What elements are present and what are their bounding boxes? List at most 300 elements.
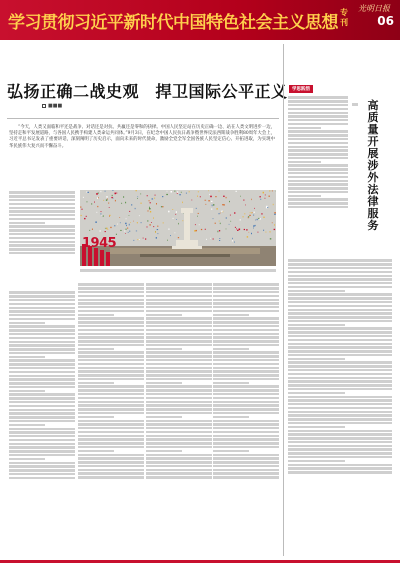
text-line [78, 427, 144, 429]
text-line [146, 363, 212, 365]
text-line [288, 445, 392, 447]
confetti-piece [258, 232, 259, 233]
confetti-piece [272, 222, 273, 223]
text-line [213, 378, 279, 380]
text-line [288, 373, 392, 375]
confetti-piece [251, 212, 252, 213]
text-line [288, 138, 348, 140]
text-line [288, 422, 392, 424]
text-line [213, 321, 279, 323]
text-line [80, 269, 276, 271]
text-line [9, 443, 75, 445]
confetti-piece [107, 229, 108, 230]
confetti-piece [198, 213, 199, 214]
text-line [213, 476, 279, 478]
text-line [78, 370, 144, 372]
text-line [9, 314, 75, 316]
text-line [288, 275, 392, 277]
confetti-piece [197, 216, 198, 217]
confetti-piece [86, 192, 88, 193]
text-line [146, 397, 212, 399]
confetti-piece [87, 192, 89, 193]
confetti-piece [237, 230, 238, 231]
confetti-piece [244, 199, 245, 200]
text-line [288, 305, 392, 307]
confetti-piece [168, 211, 169, 213]
confetti-piece [197, 196, 198, 197]
confetti-piece [171, 191, 173, 193]
text-line [146, 389, 212, 391]
text-line [9, 454, 75, 456]
text-line [146, 302, 212, 304]
text-line [288, 464, 392, 466]
confetti-piece [178, 223, 179, 225]
text-line [213, 457, 279, 459]
text-line [213, 374, 279, 376]
confetti-piece [109, 215, 110, 216]
text-line [288, 388, 392, 390]
text-line [9, 424, 45, 426]
text-line [213, 465, 279, 467]
footer-rule [0, 560, 400, 563]
confetti-piece [147, 226, 148, 228]
confetti-piece [106, 196, 107, 197]
confetti-piece [208, 200, 209, 201]
text-line [213, 438, 279, 440]
text-line [78, 367, 144, 369]
confetti-piece [153, 226, 154, 227]
text-line [213, 472, 279, 474]
confetti-piece [105, 231, 107, 232]
text-line [78, 382, 114, 384]
confetti-piece [210, 196, 212, 198]
text-line [78, 389, 144, 391]
text-line [288, 350, 392, 352]
text-line [288, 180, 348, 182]
confetti-piece [200, 196, 201, 197]
text-line [213, 325, 279, 327]
confetti-piece [234, 212, 235, 213]
text-line [213, 420, 279, 422]
text-line [213, 412, 279, 414]
confetti-piece [229, 201, 230, 202]
confetti-piece [210, 238, 211, 239]
confetti-piece [167, 240, 168, 241]
text-line [288, 414, 392, 416]
text-line [78, 476, 144, 478]
text-line [78, 446, 144, 448]
text-column-1 [9, 190, 75, 282]
text-line [288, 365, 392, 367]
confetti-piece [213, 204, 214, 205]
confetti-piece [254, 208, 255, 209]
text-line [78, 397, 144, 399]
confetti-piece [141, 222, 142, 223]
text-line [78, 423, 144, 425]
confetti-piece [139, 239, 140, 240]
text-line [9, 203, 75, 205]
confetti-piece [270, 238, 272, 239]
confetti-piece [229, 224, 230, 225]
text-line [9, 333, 75, 335]
confetti-piece [248, 217, 249, 218]
confetti-piece [136, 190, 137, 191]
text-line [9, 431, 75, 433]
text-line [9, 367, 75, 369]
confetti-piece [116, 193, 118, 194]
text-line [213, 287, 279, 289]
confetti-piece [136, 231, 137, 232]
text-line [146, 446, 212, 448]
text-line [146, 348, 182, 350]
text-line [78, 314, 114, 316]
confetti-piece [172, 209, 173, 210]
text-line [288, 282, 392, 284]
text-line [213, 446, 279, 448]
text-line [9, 199, 75, 201]
confetti-piece [213, 218, 214, 219]
text-line [146, 450, 182, 452]
confetti-piece [265, 232, 266, 233]
confetti-piece [97, 206, 98, 207]
confetti-piece [119, 217, 120, 218]
text-line [288, 369, 392, 371]
confetti-piece [265, 195, 266, 196]
text-line [9, 420, 75, 422]
text-line [9, 344, 75, 346]
text-line [213, 442, 279, 444]
confetti-piece [172, 218, 173, 219]
text-line [288, 433, 392, 435]
text-line [9, 428, 75, 430]
confetti-piece [195, 224, 196, 225]
photo-caption [80, 268, 276, 273]
text-line [213, 370, 279, 372]
sidebar-column-a [288, 95, 348, 255]
text-line [78, 393, 144, 395]
confetti-piece [161, 206, 162, 207]
text-line [213, 344, 279, 346]
confetti-piece [192, 200, 193, 201]
confetti-piece [157, 226, 158, 227]
text-line [146, 431, 212, 433]
confetti-piece [163, 222, 164, 223]
text-line [288, 448, 392, 450]
confetti-piece [218, 213, 219, 214]
text-line [288, 172, 348, 174]
newspaper-logo: 光明日报 [358, 4, 390, 13]
confetti-piece [259, 218, 261, 219]
confetti-piece [176, 219, 177, 220]
confetti-piece [266, 207, 267, 208]
confetti-piece [253, 215, 254, 216]
confetti-piece [109, 216, 110, 217]
confetti-piece [263, 217, 264, 218]
confetti-piece [84, 218, 85, 219]
text-line [78, 465, 144, 467]
confetti-piece [247, 236, 248, 237]
confetti-piece [274, 229, 276, 230]
confetti-piece [147, 220, 148, 222]
confetti-piece [253, 228, 254, 229]
text-line [146, 336, 212, 338]
text-line [146, 404, 212, 406]
confetti-piece [125, 223, 127, 225]
confetti-piece [219, 240, 220, 241]
confetti-piece [89, 230, 90, 231]
confetti-piece [155, 195, 156, 196]
confetti-piece [129, 224, 130, 226]
text-line [213, 401, 279, 403]
confetti-piece [141, 203, 142, 204]
confetti-piece [116, 234, 117, 235]
text-line [288, 123, 348, 125]
text-line [9, 477, 75, 479]
text-line [213, 299, 279, 301]
text-line [146, 283, 212, 285]
text-line [146, 472, 212, 474]
text-line [288, 343, 392, 345]
confetti-piece [96, 193, 98, 195]
article-headline: 弘扬正确二战史观 捍卫国际公平正义 [7, 82, 288, 101]
text-line [288, 286, 392, 288]
text-line [78, 435, 144, 437]
confetti-piece [181, 192, 182, 193]
confetti-piece [126, 225, 127, 226]
banner-special-label: 专刊 [340, 8, 348, 27]
text-line [146, 465, 212, 467]
confetti-piece [97, 197, 98, 199]
text-line [146, 427, 212, 429]
confetti-piece [274, 212, 276, 213]
confetti-piece [177, 192, 178, 193]
text-line [9, 244, 75, 246]
text-line [9, 307, 75, 309]
text-line [288, 278, 392, 280]
confetti-piece [205, 204, 206, 205]
photo-illustration [80, 190, 276, 266]
text-line [288, 331, 392, 333]
confetti-piece [274, 224, 275, 225]
confetti-piece [129, 215, 130, 216]
confetti-piece [223, 211, 224, 212]
confetti-piece [258, 218, 259, 219]
text-line [288, 354, 392, 356]
text-line [213, 340, 279, 342]
confetti-piece [131, 204, 132, 206]
text-line [213, 461, 279, 463]
text-line [288, 259, 392, 261]
text-line [78, 385, 144, 387]
text-line [288, 146, 348, 148]
confetti-piece [133, 240, 134, 241]
text-line [213, 329, 279, 331]
text-line [146, 355, 212, 357]
confetti-piece [219, 230, 220, 231]
confetti-piece [154, 198, 155, 199]
text-line [78, 378, 144, 380]
confetti-piece [149, 207, 150, 209]
confetti-piece [120, 230, 121, 231]
text-line [288, 430, 392, 432]
text-line [288, 339, 392, 341]
text-line [146, 438, 212, 440]
text-line [9, 225, 75, 227]
confetti-piece [213, 238, 214, 239]
text-line [288, 195, 321, 197]
text-line [288, 104, 348, 106]
text-line [146, 321, 212, 323]
text-line [146, 329, 212, 331]
text-line [9, 195, 75, 197]
confetti-piece [251, 199, 252, 200]
confetti-piece [130, 222, 131, 223]
confetti-piece [143, 238, 144, 239]
text-line [288, 164, 348, 166]
text-line [213, 469, 279, 471]
text-line [9, 409, 75, 411]
confetti-piece [153, 218, 154, 219]
confetti-piece [205, 200, 207, 201]
text-line [9, 303, 75, 305]
confetti-piece [157, 229, 158, 230]
text-line [78, 351, 144, 353]
text-line [78, 321, 144, 323]
text-line [9, 416, 75, 418]
text-line [288, 403, 392, 405]
confetti-piece [167, 191, 168, 192]
text-line [288, 202, 348, 204]
confetti-piece [156, 203, 157, 205]
confetti-piece [226, 217, 227, 218]
text-line [213, 408, 279, 410]
sidebar-tag: 学思践悟 [289, 85, 313, 93]
text-line [9, 473, 75, 475]
text-line [9, 393, 75, 395]
confetti-piece [226, 229, 227, 230]
text-line [9, 222, 45, 224]
confetti-piece [81, 209, 82, 210]
text-line [288, 191, 348, 193]
confetti-piece [263, 192, 264, 194]
text-line [9, 465, 75, 467]
confetti-piece [239, 229, 241, 231]
confetti-piece [128, 232, 129, 233]
confetti-piece [152, 198, 154, 199]
text-line [213, 333, 279, 335]
text-line [146, 325, 212, 327]
text-line [78, 344, 144, 346]
text-line [78, 412, 144, 414]
confetti-piece [175, 233, 176, 234]
text-line [146, 469, 212, 471]
text-line [213, 404, 279, 406]
text-line [78, 317, 144, 319]
text-line [9, 397, 75, 399]
text-line [288, 293, 392, 295]
text-line [9, 439, 75, 441]
text-line [9, 310, 75, 312]
text-column-2 [78, 282, 144, 555]
confetti-piece [95, 221, 96, 223]
confetti-piece [101, 191, 102, 192]
text-line [146, 457, 212, 459]
confetti-piece [103, 200, 104, 201]
text-line [213, 393, 279, 395]
confetti-piece [272, 190, 273, 191]
text-line [213, 336, 279, 338]
confetti-piece [114, 225, 115, 226]
confetti-piece [177, 193, 178, 194]
text-line [288, 456, 392, 458]
confetti-piece [266, 206, 268, 207]
byline-mark-icon [42, 104, 46, 108]
divider [7, 118, 279, 119]
text-line [288, 100, 348, 102]
confetti-piece [151, 222, 152, 223]
text-line [213, 317, 279, 319]
text-line [213, 314, 249, 316]
confetti-piece [260, 196, 261, 197]
confetti-piece [230, 221, 231, 222]
confetti-piece [139, 215, 140, 216]
confetti-piece [112, 190, 113, 191]
text-line [288, 320, 392, 322]
confetti-piece [99, 231, 101, 232]
confetti-piece [179, 194, 181, 195]
text-line [146, 476, 212, 478]
confetti-piece [219, 221, 220, 222]
text-line [78, 408, 144, 410]
text-line [78, 283, 144, 285]
confetti-piece [162, 206, 163, 207]
text-line [78, 416, 114, 418]
special-issue-banner [0, 0, 400, 40]
text-line [288, 471, 392, 473]
lead-photo [80, 190, 276, 266]
text-line [9, 325, 75, 327]
text-line [146, 299, 212, 301]
text-line [288, 399, 392, 401]
text-line [288, 361, 392, 363]
text-line [213, 416, 249, 418]
confetti-piece [216, 208, 218, 209]
confetti-piece [253, 225, 254, 227]
confetti-piece [120, 222, 121, 223]
text-line [288, 452, 392, 454]
confetti-piece [110, 227, 111, 228]
text-line [9, 207, 75, 209]
confetti-piece [117, 224, 118, 225]
text-line [9, 375, 75, 377]
confetti-piece [106, 199, 107, 201]
text-line [146, 374, 212, 376]
confetti-piece [196, 208, 197, 209]
text-line [78, 431, 144, 433]
text-line [78, 295, 144, 297]
confetti-piece [129, 211, 130, 212]
text-line [9, 401, 75, 403]
text-line [146, 340, 212, 342]
confetti-piece [220, 213, 221, 214]
text-line [78, 472, 144, 474]
text-line [288, 316, 392, 318]
text-line [288, 96, 348, 98]
text-line [288, 134, 348, 136]
text-line [146, 295, 212, 297]
confetti-piece [186, 193, 187, 194]
confetti-piece [137, 222, 138, 223]
